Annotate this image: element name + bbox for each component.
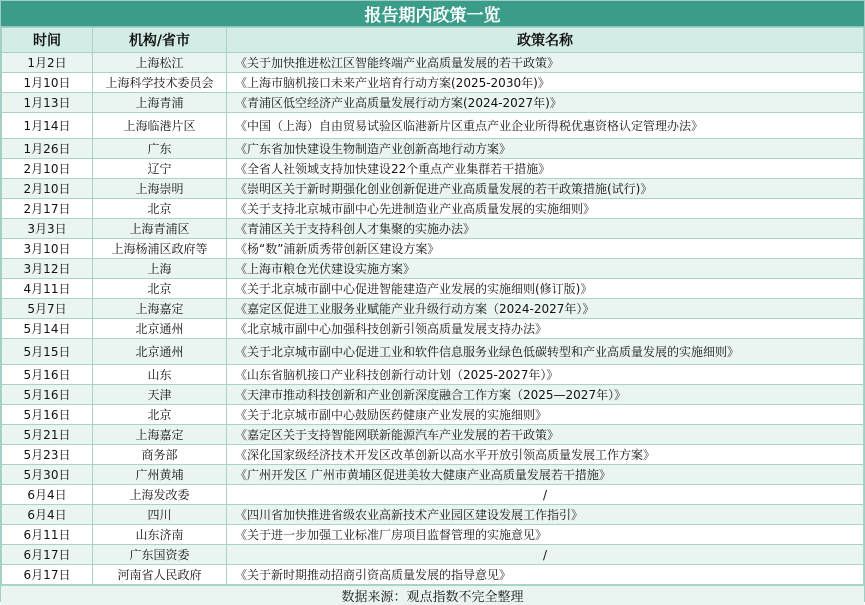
- table-row: [2, 565, 864, 585]
- cell-policy-name: 《嘉定区关于支持智能网联新能源汽车产业发展的若干政策》: [227, 425, 864, 445]
- cell-policy-name: 《深化国家级经济技术开发区改革创新以高水平开放引领高质量发展工作方案》: [227, 445, 864, 465]
- cell-date: 6月11日: [2, 525, 93, 545]
- cell-date: 6月17日: [2, 545, 93, 565]
- cell-policy-name: 《嘉定区促进工业服务业赋能产业升级行动方案（2024-2027年）》: [227, 299, 864, 319]
- cell-org: 北京通州: [93, 319, 227, 339]
- table-body: [2, 53, 864, 585]
- cell-org: 上海发改委: [93, 485, 227, 505]
- cell-policy-name: 《北京城市副中心加强科技创新引领高质量发展支持办法》: [227, 319, 864, 339]
- table-row: [2, 219, 864, 239]
- table-row: [2, 53, 864, 73]
- table-row: [2, 339, 864, 365]
- cell-policy-name: 《关于北京城市副中心促进工业和软件信息服务业绿色低碳转型和产业高质量发展的实施细则》: [227, 339, 864, 365]
- cell-org: 上海嘉定: [93, 299, 227, 319]
- table-row: [2, 445, 864, 465]
- table-row: [2, 405, 864, 425]
- cell-date: 5月23日: [2, 445, 93, 465]
- cell-date: 1月10日: [2, 73, 93, 93]
- cell-date: 2月10日: [2, 159, 93, 179]
- cell-policy-name: 《关于加快推进松江区智能终端产业高质量发展的若干政策》: [227, 53, 864, 73]
- cell-org: 广东: [93, 139, 227, 159]
- header-date: 时间: [2, 28, 93, 53]
- table-row: [2, 525, 864, 545]
- cell-org: 上海科学技术委员会: [93, 73, 227, 93]
- cell-date: 3月12日: [2, 259, 93, 279]
- cell-date: 5月21日: [2, 425, 93, 445]
- cell-policy-name: 《山东省脑机接口产业科技创新行动计划（2025-2027年）》: [227, 365, 864, 385]
- table-row: [2, 299, 864, 319]
- cell-date: 1月13日: [2, 93, 93, 113]
- cell-policy-name: /: [227, 485, 864, 505]
- cell-org: 山东: [93, 365, 227, 385]
- cell-date: 3月10日: [2, 239, 93, 259]
- table-row: [2, 199, 864, 219]
- cell-policy-name: 《杨“数”浦新质秀带创新区建设方案》: [227, 239, 864, 259]
- cell-org: 广州黄埔: [93, 465, 227, 485]
- cell-policy-name: 《上海市粮仓光伏建设实施方案》: [227, 259, 864, 279]
- cell-date: 5月14日: [2, 319, 93, 339]
- cell-date: 3月3日: [2, 219, 93, 239]
- table-row: [2, 319, 864, 339]
- table-row: [2, 279, 864, 299]
- cell-date: 6月4日: [2, 505, 93, 525]
- cell-policy-name: 《四川省加快推进省级农业高新技术产业园区建设发展工作指引》: [227, 505, 864, 525]
- cell-org: 上海崇明: [93, 179, 227, 199]
- cell-org: 辽宁: [93, 159, 227, 179]
- cell-org: 四川: [93, 505, 227, 525]
- cell-date: 5月16日: [2, 385, 93, 405]
- cell-policy-name: 《关于北京城市副中心鼓励医药健康产业发展的实施细则》: [227, 405, 864, 425]
- table-row: [2, 73, 864, 93]
- cell-policy-name: 《关于新时期推动招商引资高质量发展的指导意见》: [227, 565, 864, 585]
- cell-date: 1月14日: [2, 113, 93, 139]
- cell-org: 北京: [93, 199, 227, 219]
- cell-org: 上海: [93, 259, 227, 279]
- cell-date: 6月17日: [2, 565, 93, 585]
- cell-policy-name: 《青浦区低空经济产业高质量发展行动方案(2024-2027年)》: [227, 93, 864, 113]
- cell-org: 北京: [93, 279, 227, 299]
- cell-org: 河南省人民政府: [93, 565, 227, 585]
- table-row: [2, 505, 864, 525]
- table-row: [2, 179, 864, 199]
- cell-policy-name: 《青浦区关于支持科创人才集聚的实施办法》: [227, 219, 864, 239]
- cell-org: 北京: [93, 405, 227, 425]
- header-row: [2, 28, 864, 53]
- table-row: [2, 465, 864, 485]
- table-row: [2, 485, 864, 505]
- cell-org: 广东国资委: [93, 545, 227, 565]
- cell-org: 上海嘉定: [93, 425, 227, 445]
- cell-policy-name: 《崇明区关于新时期强化创业创新促进产业高质量发展的若干政策措施(试行)》: [227, 179, 864, 199]
- table-row: [2, 239, 864, 259]
- cell-org: 商务部: [93, 445, 227, 465]
- table-row: [2, 93, 864, 113]
- cell-policy-name: 《中国（上海）自由贸易试验区临港新片区重点产业企业所得税优惠资格认定管理办法》: [227, 113, 864, 139]
- cell-org: 天津: [93, 385, 227, 405]
- cell-date: 5月16日: [2, 365, 93, 385]
- cell-policy-name: 《上海市脑机接口未来产业培育行动方案(2025-2030年)》: [227, 73, 864, 93]
- cell-policy-name: 《广东省加快建设生物制造产业创新高地行动方案》: [227, 139, 864, 159]
- table-row: [2, 259, 864, 279]
- cell-date: 5月30日: [2, 465, 93, 485]
- cell-org: 上海松江: [93, 53, 227, 73]
- cell-date: 5月16日: [2, 405, 93, 425]
- cell-date: 2月17日: [2, 199, 93, 219]
- cell-org: 上海临港片区: [93, 113, 227, 139]
- policy-table: [1, 27, 864, 585]
- cell-date: 2月10日: [2, 179, 93, 199]
- cell-policy-name: 《关于支持北京城市副中心先进制造业产业高质量发展的实施细则》: [227, 199, 864, 219]
- table-row: [2, 139, 864, 159]
- cell-date: 6月4日: [2, 485, 93, 505]
- cell-policy-name: 《天津市推动科技创新和产业创新深度融合工作方案（2025—2027年）》: [227, 385, 864, 405]
- cell-policy-name: 《关于进一步加强工业标准厂房项目监督管理的实施意见》: [227, 525, 864, 545]
- cell-date: 5月15日: [2, 339, 93, 365]
- cell-date: 1月26日: [2, 139, 93, 159]
- table-row: [2, 545, 864, 565]
- header-org: 机构/省市: [93, 28, 227, 53]
- table-row: [2, 113, 864, 139]
- table-row: [2, 365, 864, 385]
- table-row: [2, 385, 864, 405]
- header-name: 政策名称: [227, 28, 864, 53]
- cell-policy-name: 《广州开发区 广州市黄埔区促进美妆大健康产业高质量发展若干措施》: [227, 465, 864, 485]
- table-row: [2, 425, 864, 445]
- cell-org: 上海青浦区: [93, 219, 227, 239]
- cell-policy-name: 《关于北京城市副中心促进智能建造产业发展的实施细则(修订版)》: [227, 279, 864, 299]
- cell-org: 上海杨浦区政府等: [93, 239, 227, 259]
- cell-org: 山东济南: [93, 525, 227, 545]
- cell-date: 5月7日: [2, 299, 93, 319]
- source-note: 数据来源：观点指数不完全整理: [1, 585, 864, 605]
- table-title: 报告期内政策一览: [1, 1, 864, 27]
- cell-policy-name: 《全省人社领域支持加快建设22个重点产业集群若干措施》: [227, 159, 864, 179]
- cell-org: 北京通州: [93, 339, 227, 365]
- table-row: [2, 159, 864, 179]
- cell-date: 4月11日: [2, 279, 93, 299]
- cell-policy-name: /: [227, 545, 864, 565]
- cell-org: 上海青浦: [93, 93, 227, 113]
- cell-date: 1月2日: [2, 53, 93, 73]
